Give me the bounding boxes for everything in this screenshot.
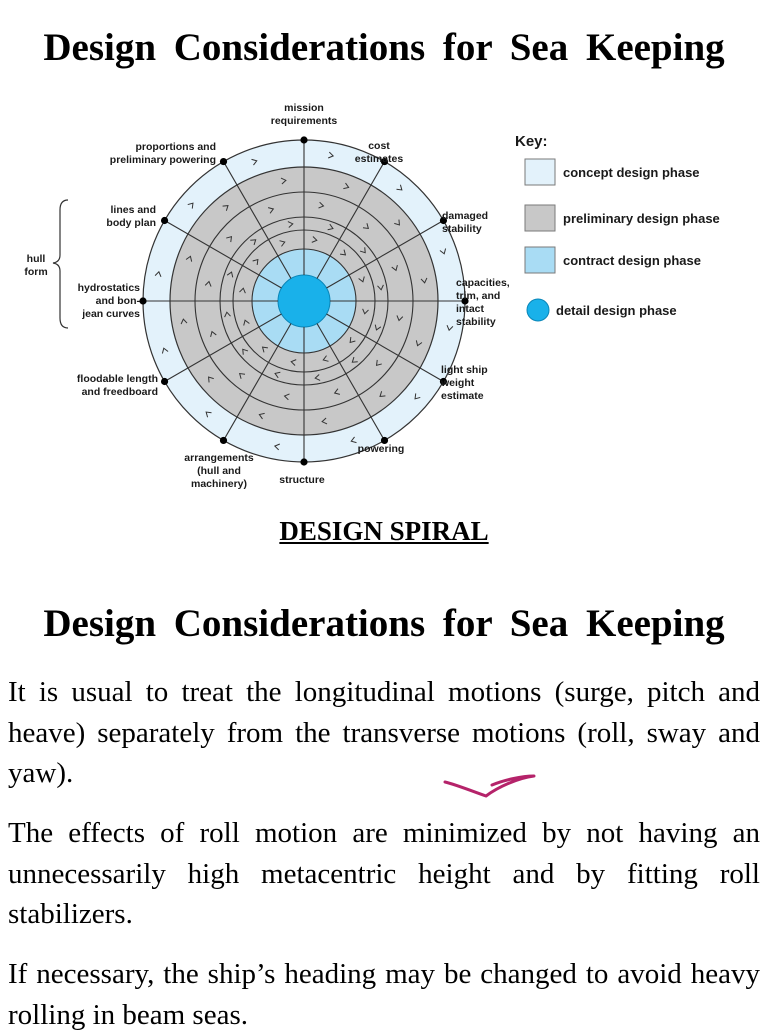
design-spiral-diagram [0,92,768,502]
label-cost-estimates: cost estimates [354,140,404,165]
detail-phase-core [278,275,330,327]
key-label-preliminary: preliminary design phase [563,211,720,226]
label-powering: powering [357,443,405,455]
paragraph-heading: If necessary, the ship’s heading may be changed to avoid heavy rolling in beam seas. [8,958,760,1031]
key-title: Key: [515,133,548,150]
paragraph-roll-motion: The effects of roll motion are minimized by not having an unnecessarily high metacentric height and by fitting roll stabilizers. [8,817,760,930]
spoke-dot-hydrostatics [139,297,146,304]
diagram-caption: DESIGN SPIRAL [279,516,489,546]
key-swatch-contract [525,247,555,273]
section-title: Design Considerations for Sea Keeping [43,602,725,645]
handwritten-check-mark [442,766,538,802]
label-capacities-trim-stability: capacities, trim, and intact stability [456,277,510,328]
page-title: Design Considerations for Sea Keeping [43,26,725,69]
spoke-dot-structure [300,458,307,465]
label-mission-requirements: mission requirements [270,102,338,127]
label-hull-form: hull form [24,253,48,278]
label-arrangements: arrangements (hull and machinery) [184,452,254,490]
key-swatch-detail [527,299,549,321]
check-mark-stroke [445,776,534,796]
spoke-dot-arrangements [220,437,227,444]
label-hydrostatics: hydrostatics and bon-jean curves [77,282,140,320]
label-floodable-length: floodable length and freedboard [76,373,158,398]
hull-form-bracket [53,200,68,328]
label-lines-body-plan: lines and body plan [106,204,156,229]
key-label-detail: detail design phase [556,303,677,318]
label-structure: structure [279,474,325,486]
label-light-ship-weight: light ship weight estimate [441,364,488,402]
key-label-concept: concept design phase [563,165,700,180]
spoke-dot-floodable [161,378,168,385]
spoke-dot-proportions [220,158,227,165]
spoke-dot-mission [300,136,307,143]
label-damaged-stability: damaged stability [442,210,489,235]
paragraph-motions: It is usual to treat the longitudinal motions (surge, pitch and heave) separately from the transverse motions (roll, sway and yaw). [8,676,760,789]
key-swatch-concept [525,159,555,185]
label-proportions-powering: proportions and preliminary powering [109,141,216,166]
key-label-contract: contract design phase [563,253,701,268]
key-swatch-preliminary [525,205,555,231]
spoke-dot-lines [161,217,168,224]
